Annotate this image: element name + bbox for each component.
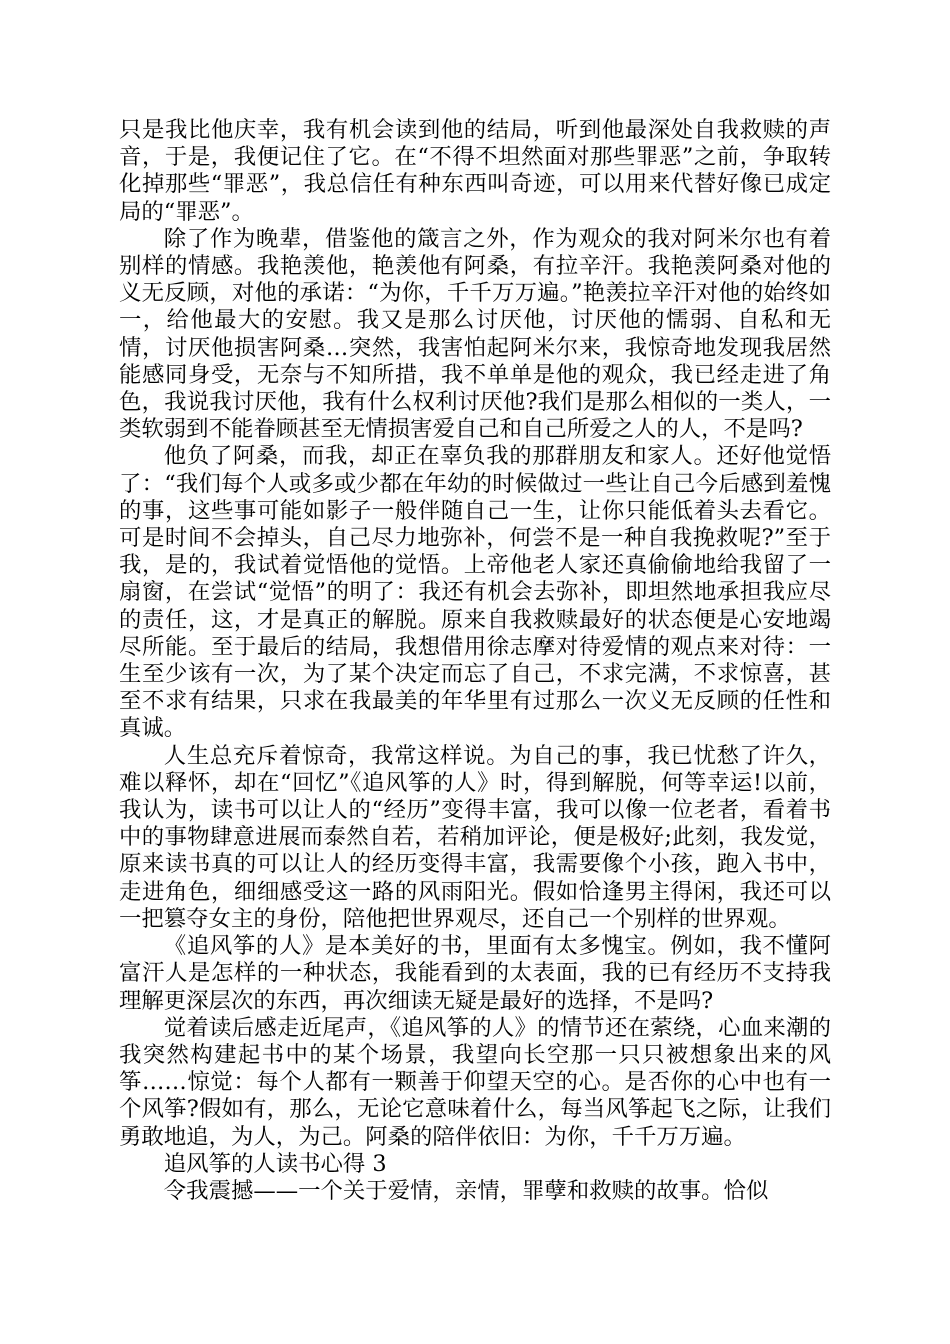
paragraph: 人生总充斥着惊奇，我常这样说。为自己的事，我已忧愁了许久，难以释怀，却在“回忆”《追风筝的人》时，得到解脱，何等幸运!以前，我认为，读书可以让人的“经历”变得丰富，我可以像一位老者，看着书中的事物肆意进展而泰然自若，若稍加评论，便是极好;此刻，我发觉，原来读书真的可以让人的经历变得丰富，我需要像个小孩，跑入书中，走进角色，细细感受这一路的风雨阳光。假如恰逢男主得闲，我还可以一把篡夺女主的身份，陪他把世界观尽，还自己一个别样的世界观。	[119, 742, 831, 932]
paragraph: 《追风筝的人》是本美好的书，里面有太多愧宝。例如，我不懂阿富汗人是怎样的一种状态，我能看到的太表面，我的已有经历不支持我理解更深层次的东西，再次细读无疑是最好的选择，不是吗?	[119, 933, 831, 1014]
paragraph: 除了作为晚辈，借鉴他的箴言之外，作为观众的我对阿米尔也有着别样的情感。我艳羡他，艳羡他有阿桑，有拉辛汗。我艳羡阿桑对他的义无反顾，对他的承诺：“为你，千千万万遍。”艳羡拉辛汗对他的始终如一，给他最大的安慰。我又是那么讨厌他，讨厌他的懦弱、自私和无情，讨厌他损害阿桑…突然，我害怕起阿米尔来，我惊奇地发现我居然能感同身受，无奈与不知所措，我不单单是他的观众，我已经走进了角色，我说我讨厌他，我有什么权利讨厌他?我们是那么相似的一类人，一类软弱到不能眷顾甚至无情损害爱自己和自己所爱之人的人，不是吗?	[119, 225, 831, 443]
paragraph: 觉着读后感走近尾声，《追风筝的人》的情节还在萦绕，心血来潮的我突然构建起书中的某个场景，我望向长空那一只只被想象出来的风筝……惊觉：每个人都有一颗善于仰望天空的心。是否你的心中也有一个风筝?假如有，那么，无论它意味着什么，每当风筝起飞之际，让我们勇敢地追，为人，为己。阿桑的陪伴依旧：为你，千千万万遍。	[119, 1014, 831, 1150]
paragraph-continued: 只是我比他庆幸，我有机会读到他的结局，听到他最深处自我救赎的声音，于是，我便记住了它。在“不得不坦然面对那些罪恶”之前，争取转化掉那些“罪恶”，我总信任有种东西叫奇迹，可以用来代替好像已成定局的“罪恶”。	[119, 117, 831, 225]
section-heading: 追风筝的人读书心得 3	[163, 1150, 387, 1177]
document-body	[119, 117, 831, 1205]
paragraph: 他负了阿桑，而我，却正在辜负我的那群朋友和家人。还好他觉悟了：“我们每个人或多或少都在年幼的时候做过一些让自己今后感到羞愧的事，这些事可能如影子一般伴随自己一生，让你只能低着头去看它。可是时间不会掉头，自己尽力地弥补，何尝不是一种自我挽救呢?”至于我，是的，我试着觉悟他的觉悟。上帝他老人家还真偷偷地给我留了一扇窗，在尝试“觉悟”的明了：我还有机会去弥补，即坦然地承担我应尽的责任，这，才是真正的解脱。原来自我救赎最好的状态便是心安地竭尽所能。至于最后的结局，我想借用徐志摩对待爱情的观点来对待：一生至少该有一次，为了某个决定而忘了自己，不求完满，不求惊喜，甚至不求有结果，只求在我最美的年华里有过那么一次义无反顾的任性和真诚。	[119, 443, 831, 742]
paragraph: 令我震撼——一个关于爱情，亲情，罪孽和救赎的故事。恰似	[163, 1177, 769, 1204]
